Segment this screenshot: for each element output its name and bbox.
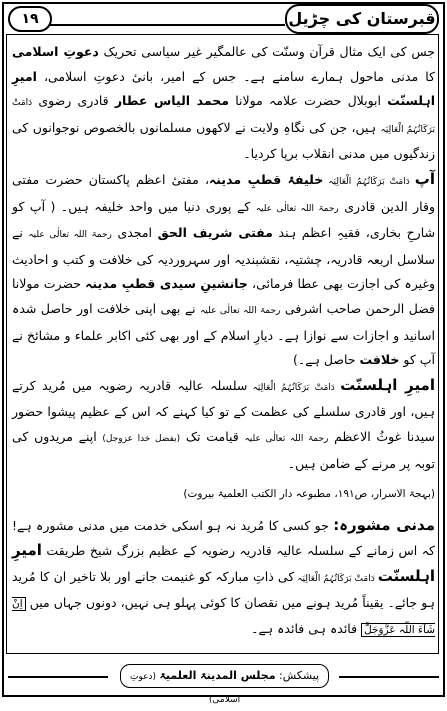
paragraph-4: مدنی مشورہ: جو کسی کا مُرید نہ ہو اسکی خدمت میں مدنی مشورہ ہے! کہ اس زمانے کے سلسلہ عالیہ قادریہ رضویہ کے عظیم بزرگ شیخ طریقت امیرِ اہلسنّت دَامَتْ بَرَکَاتُہُمُ الْعَالِیَہ کی ذاتِ مبارکہ کو غنیمت جانے اور بلا تاخیر ان کا مُرید ہو جائے۔ یقیناً مُرید ہونے میں نقصان کا کوئی پہلو ہی نہیں، دونوں جہاں میں اِنْ شَآءَ اللّٰہ عَزَّوَجَلَّ فائدہ ہی فائدہ ہے۔ bbox=[12, 515, 436, 637]
page-footer: پیشکش: مجلس المدینۃ العلمیۃ (دعوتِ اسلامی) bbox=[120, 664, 329, 688]
page-title: قبرستان کی چڑیل bbox=[285, 4, 439, 34]
paragraph-2: آپ دَامَتْ بَرَکَاتُہُمُ الْعَالِیَہ خلیفۂ قطبِ مدینہ، مفتیٔ اعظم پاکستان حضرت مفتی وقار الدین قادری رحمۃ اللہ تعالٰی علیہ کے پوری دنیا میں واحد خلیفہ ہیں۔ ( آپ کو شارحِ بخاری، فقیہِ اعظم ہند مفتی شریف الحق امجدی رحمۃ اللہ تعالٰی علیہ نے سلاسل اربعہ قادریہ، چشتیہ، نقشبندیہ اور سہروردیہ کی خلافت و کتب و احادیث وغیرہ کی اجازت بھی عطا فرمائی، جانشینِ سیدی قطبِ مدینہ حضرت مولانا فضل الرحمن صاحب اشرفی رحمۃ اللہ تعالٰی علیہ نے بھی اپنی خلافت اور حاصل شدہ اسانید و اجازات سے نوازا ہے۔ دیارِ اسلام کے اور بھی کئی اکابر علماء و مشائخ نے آپ کو خلافت حاصل ہے۔) bbox=[12, 169, 436, 368]
footer-rule-left bbox=[8, 676, 108, 678]
page-number: ۱۹ bbox=[8, 6, 52, 32]
footer-rule-right bbox=[339, 676, 439, 678]
reference-citation: (بہجۃ الاسرار، ص۱۹۱، مطبوعہ دار الکتب العلمیۃ بیروت) bbox=[183, 488, 435, 501]
paragraph-1: جس کی ایک مثال قرآن وسنّت کی عالمگیر غیر سیاسی تحریک دعوتِ اسلامی کا مدنی ماحول ہمارے سامنے ہے۔ جس کے امیر، بانیٔ دعوتِ اسلامی، امیرِ اہلسنّت ابوبلال حضرت علامہ مولانا محمد الیاس عطار قادری رضوی دَامَتْ بَرَکَاتُہُمُ الْعَالِیَہ ہیں، جن کی نگاہِ ولایت نے لاکھوں مسلمانوں بالخصوص نوجوانوں کی زندگیوں میں مدنی انقلاب برپا کردیا۔ bbox=[12, 44, 435, 162]
page-header bbox=[4, 4, 443, 32]
header-rule bbox=[50, 24, 285, 26]
ayah-box: اِنْ شَآءَ اللّٰہ عَزَّوَجَلَّ bbox=[12, 598, 435, 637]
main-text bbox=[12, 40, 435, 643]
paragraph-3: امیرِ اہلسنّت دَامَتْ بَرَکَاتُہُمُ الْعَالِیَہ سلسلہ عالیہ قادریہ رضویہ میں مُرید کرتے ہیں، اور قادری سلسلے کی عظمت کے تو کیا کہنے کہ اس کے عظیم پیشوا حضور سیدنا غوثُ الاعظم رحمۃ اللہ تعالٰی علیہ قیامت تک (بفضل خدا عزوجل) اپنے مریدوں کی توبہ پر مرنے کے ضامن ہیں۔ bbox=[12, 375, 435, 471]
